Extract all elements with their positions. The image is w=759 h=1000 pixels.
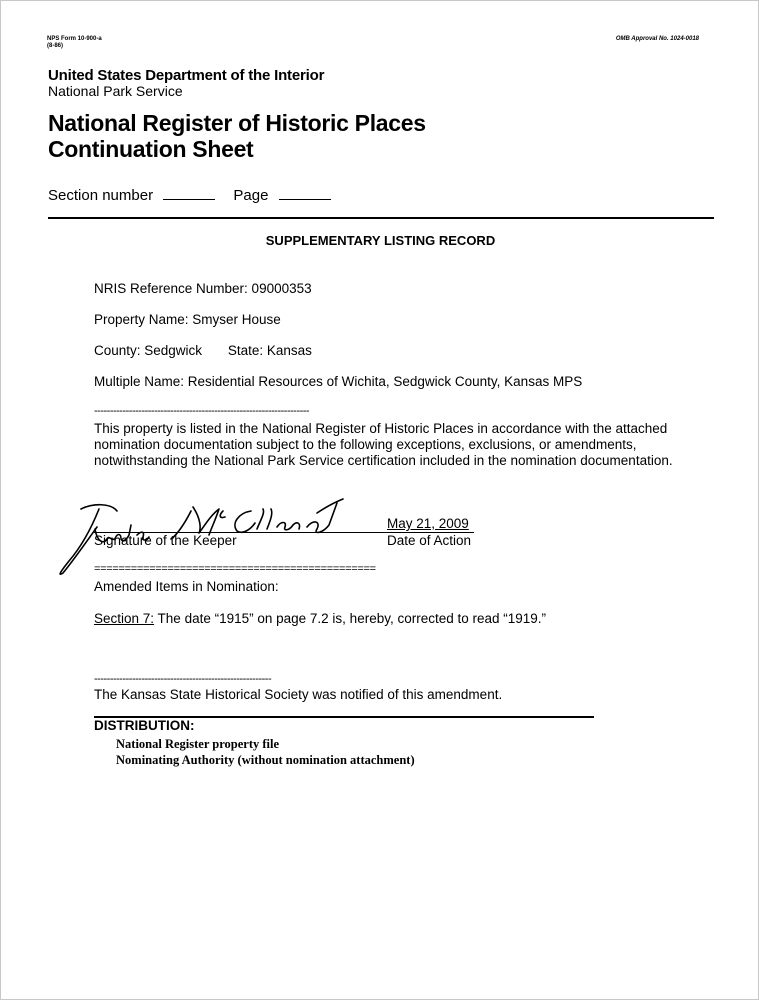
multiple-name: Multiple Name: Residential Resources of Wichita, Sedgwick County, Kansas MPS	[94, 374, 583, 389]
property-name: Property Name: Smyser House	[94, 312, 281, 327]
listing-paragraph: This property is listed in the National Register of Historic Places in accordance with the attached nomination documentation subject to the following exceptions, exclusions, or amendments, notwithstanding the National Park Service certification included in the nomination documentation.	[94, 421, 673, 468]
nris-reference: NRIS Reference Number: 09000353	[94, 281, 312, 296]
county-state-row	[94, 343, 312, 358]
header-rule	[48, 217, 714, 219]
amended-items-label: Amended Items in Nomination:	[94, 579, 279, 594]
amendment-row	[94, 611, 546, 626]
section-7-link: Section 7:	[94, 611, 155, 626]
section-number-label: Section number	[48, 187, 154, 204]
section-page-row	[48, 187, 331, 204]
action-date: May 21, 2009	[387, 516, 469, 531]
service-name: National Park Service	[48, 83, 183, 99]
county: County: Sedgwick	[94, 343, 203, 358]
signature-label: Signature of the Keeper	[94, 533, 237, 548]
double-separator: ==============================================	[94, 563, 376, 575]
notification-text: The Kansas State Historical Society was notified of this amendment.	[94, 687, 503, 702]
department-name: United States Department of the Interior	[48, 67, 325, 84]
record-heading: SUPPLEMENTARY LISTING RECORD	[265, 233, 496, 248]
form-date: (8-86)	[47, 43, 64, 49]
page-title: National Register of Historic Places	[48, 110, 426, 136]
amendment-text: The date “1915” on page 7.2 is, hereby, corrected to read “1919.”	[154, 611, 547, 626]
dash-separator-2: --------------------------------------------------------	[94, 673, 272, 685]
page-subtitle: Continuation Sheet	[48, 136, 254, 162]
form-id	[47, 36, 102, 50]
page-label: Page	[233, 187, 269, 204]
date-of-action-label: Date of Action	[387, 533, 472, 548]
form-number: NPS Form 10-900-a	[47, 36, 102, 42]
dash-separator: --------------------------------------------------------------------	[94, 405, 310, 417]
distribution-item: National Register property file	[116, 737, 280, 751]
state: State: Kansas	[227, 343, 312, 358]
distribution-item: Nominating Authority (without nomination attachment)	[116, 753, 415, 767]
page-number-blank	[279, 198, 331, 200]
omb-approval: OMB Approval No. 1024-0018	[615, 36, 699, 42]
section-number-blank	[163, 198, 215, 200]
distribution-heading: DISTRIBUTION:	[94, 718, 195, 733]
